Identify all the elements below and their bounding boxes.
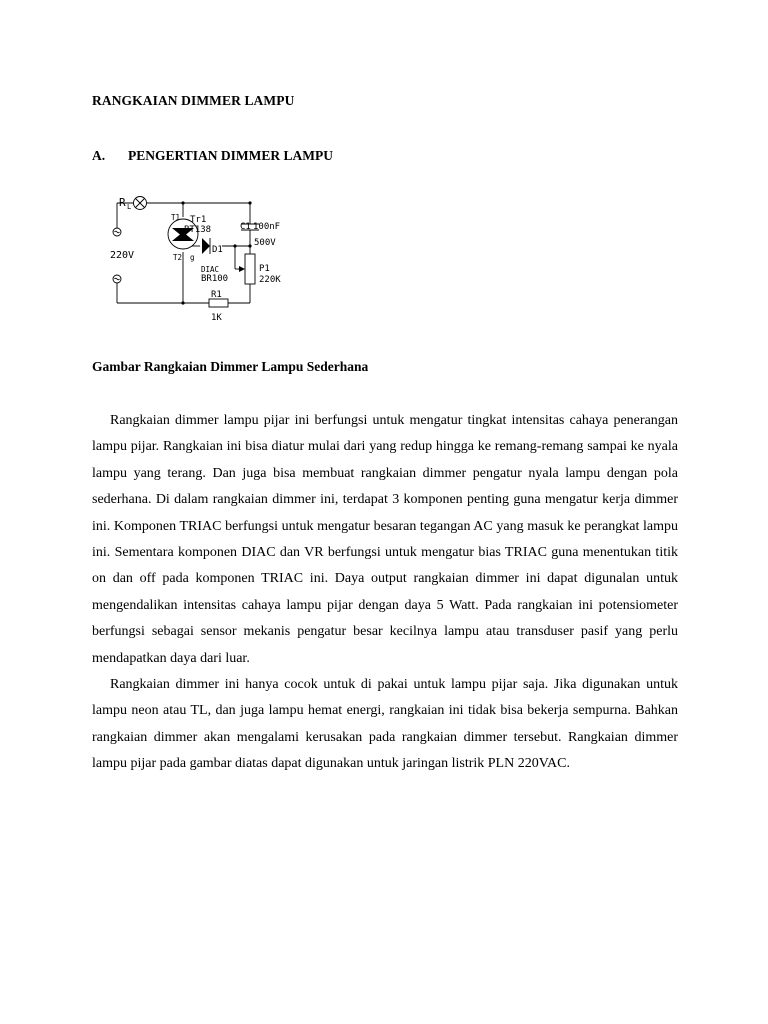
label-capacitance: 100nF [253, 222, 281, 232]
label-diac: DIAC [201, 265, 220, 274]
section-number: A. [92, 148, 106, 163]
section-title: PENGERTIAN DIMMER LAMPU [128, 148, 334, 163]
label-r1-value: 1K [211, 313, 222, 323]
page-title: RANGKAIAN DIMMER LAMPU [92, 93, 295, 108]
label-c1: C1 [240, 222, 251, 232]
label-gate: g [190, 253, 195, 262]
label-pot-value: 220K [259, 275, 281, 285]
label-tr1: Tr1 [190, 215, 207, 225]
label-t2: T2 [173, 253, 183, 262]
paragraph: Rangkaian dimmer ini hanya cocok untuk di pakai untuk lampu pijar saja. Jika digunakan untuk lampu neon atau TL, dan juga lampu hemat energi, rangkaian ini tidak bisa bekerja sempurna. Bahkan rangkaian dimmer akan mengalami kerusakan pada rangkaian dimmer tersebut. Rangkaian dimmer lampu pijar pada gambar diatas dapat digunakan untuk jaringan listrik PLN 220VAC. [92, 677, 678, 772]
figure-caption: Gambar Rangkaian Dimmer Lampu Sederhana [92, 359, 369, 374]
label-triac-part: BT138 [184, 225, 212, 235]
label-r1: R1 [211, 290, 222, 300]
label-d1: D1 [212, 245, 223, 255]
label-lamp-ref: R [119, 196, 126, 209]
label-p1: P1 [259, 264, 270, 274]
label-t1: T1 [171, 213, 181, 222]
label-lamp-ref-sub: L [127, 203, 132, 211]
paragraph: Rangkaian dimmer lampu pijar ini berfungsi untuk mengatur tingkat intensitas cahaya penerangan lampu pijar. Rangkaian ini bisa diatur mulai dari yang redup hingga ke remang-remang sampai ke nyala lampu yang terang. Dan juga bisa membuat rangkaian dimmer pengatur nyala lampu dengan pola sederhana. Di dalam rangkaian dimmer ini, terdapat 3 komponen penting guna mengatur kerja dimmer ini. Komponen TRIAC berfungsi untuk mengatur besaran tegangan AC yang masuk ke perangkat lampu ini. Sementara komponen DIAC dan VR berfungsi untuk mengatur bias TRIAC guna menentukan titik on dan off pada komponen TRIAC ini. Daya output rangkaian dimmer ini dapat digunalan untuk mengendalikan intensitas cahaya lampu pijar dengan daya 5 Watt. Pada rangkaian ini potensiometer berfungsi sebagai sensor mekanis pengatur besar kecilnya lampu atau transduser pasif yang perlu mendapatkan daya dari luar. [92, 413, 678, 666]
label-diac-part: BR100 [201, 274, 229, 284]
dimmer-circuit-schematic [100, 190, 300, 325]
section-heading [92, 148, 333, 164]
label-cap-voltage: 500V [254, 238, 276, 248]
label-voltage: 220V [110, 250, 135, 261]
body-text [92, 408, 678, 778]
